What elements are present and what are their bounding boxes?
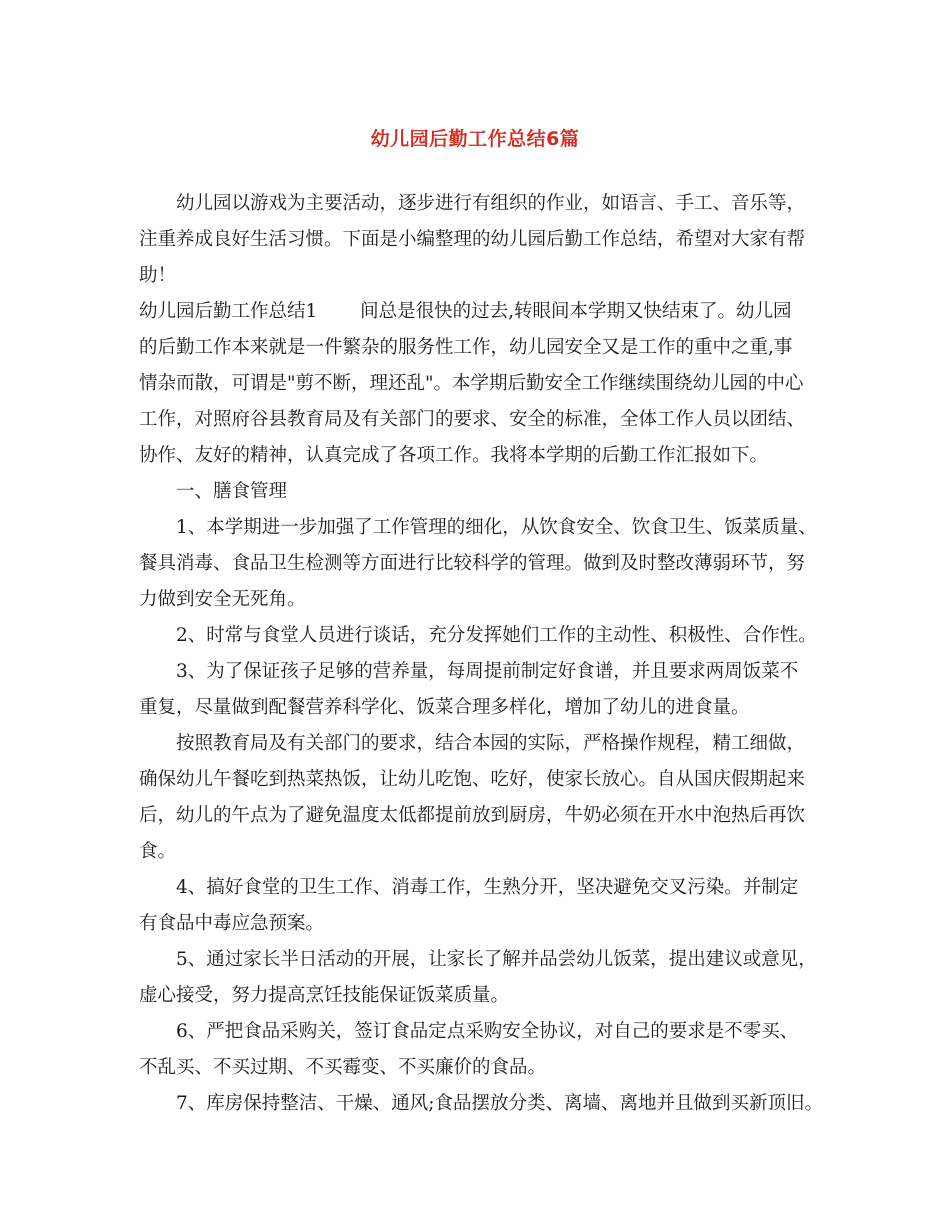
text-line: 虚心接受，努力提高烹饪技能保证饭菜质量。 [139, 985, 510, 1006]
text-line: 注重养成良好生活习惯。下面是小编整理的幼儿园后勤工作总结，希望对大家有帮 [139, 229, 806, 250]
text-line: 后，幼儿的午点为了避免温度太低都提前放到厨房，牛奶必须在开水中泡热后再饮 [139, 805, 806, 826]
text-line: 情杂而散，可谓是"剪不断，理还乱"。本学期后勤安全工作继续围绕幼儿园的中心 [139, 373, 804, 394]
text-line: 幼儿园后勤工作总结1 间总是很快的过去,转眼间本学期又快结束了。幼儿园 [139, 301, 792, 322]
text-line: 6、严把食品采购关，签订食品定点采购安全协议，对自己的要求是不零买、 [139, 1021, 799, 1042]
document-title: 幼儿园后勤工作总结6篇 [370, 128, 580, 150]
text-line: 有食品中毒应急预案。 [139, 913, 325, 934]
text-line: 确保幼儿午餐吃到热菜热饭，让幼儿吃饱、吃好，使家长放心。自从国庆假期起来 [139, 769, 806, 790]
text-line: 助！ [139, 265, 177, 286]
text-line: 力做到安全无死角。 [139, 589, 306, 610]
text-line: 4、搞好食堂的卫生工作、消毒工作，生熟分开，坚决避免交叉污染。并制定 [139, 877, 799, 898]
text-line: 不乱买、不买过期、不买霉变、不买廉价的食品。 [139, 1057, 547, 1078]
text-line: 餐具消毒、食品卫生检测等方面进行比较科学的管理。做到及时整改薄弱环节，努 [139, 553, 806, 574]
text-line: 重复，尽量做到配餐营养科学化、饭菜合理多样化，增加了幼儿的进食量。 [139, 697, 750, 718]
text-line: 按照教育局及有关部门的要求，结合本园的实际，严格操作规程，精工细做， [139, 733, 806, 754]
text-line: 3、为了保证孩子足够的营养量，每周提前制定好食谱，并且要求两周饭菜不 [139, 661, 799, 682]
text-line: 1、本学期进一步加强了工作管理的细化，从饮食安全、饮食卫生、饭菜质量、 [139, 517, 817, 538]
text-line: 食。 [139, 841, 177, 862]
text-line: 工作，对照府谷县教育局及有关部门的要求、安全的标准，全体工作人员以团结、 [139, 409, 806, 430]
text-line: 协作、友好的精神，认真完成了各项工作。我将本学期的后勤工作汇报如下。 [139, 445, 769, 466]
text-line: 幼儿园以游戏为主要活动，逐步进行有组织的作业，如语言、手工、音乐等， [139, 193, 806, 214]
text-line: 7、库房保持整洁、干燥、通风;食品摆放分类、离墙、离地并且做到买新顶旧。 [139, 1093, 824, 1114]
text-line: 2、时常与食堂人员进行谈话，充分发挥她们工作的主动性、积极性、合作性。 [139, 625, 817, 646]
section-heading: 一、膳食管理 [139, 481, 288, 502]
text-line: 的后勤工作本来就是一件繁杂的服务性工作，幼儿园安全又是工作的重中之重,事 [139, 337, 793, 358]
text-line: 5、通过家长半日活动的开展，让家长了解并品尝幼儿饭菜，提出建议或意见， [139, 949, 817, 970]
